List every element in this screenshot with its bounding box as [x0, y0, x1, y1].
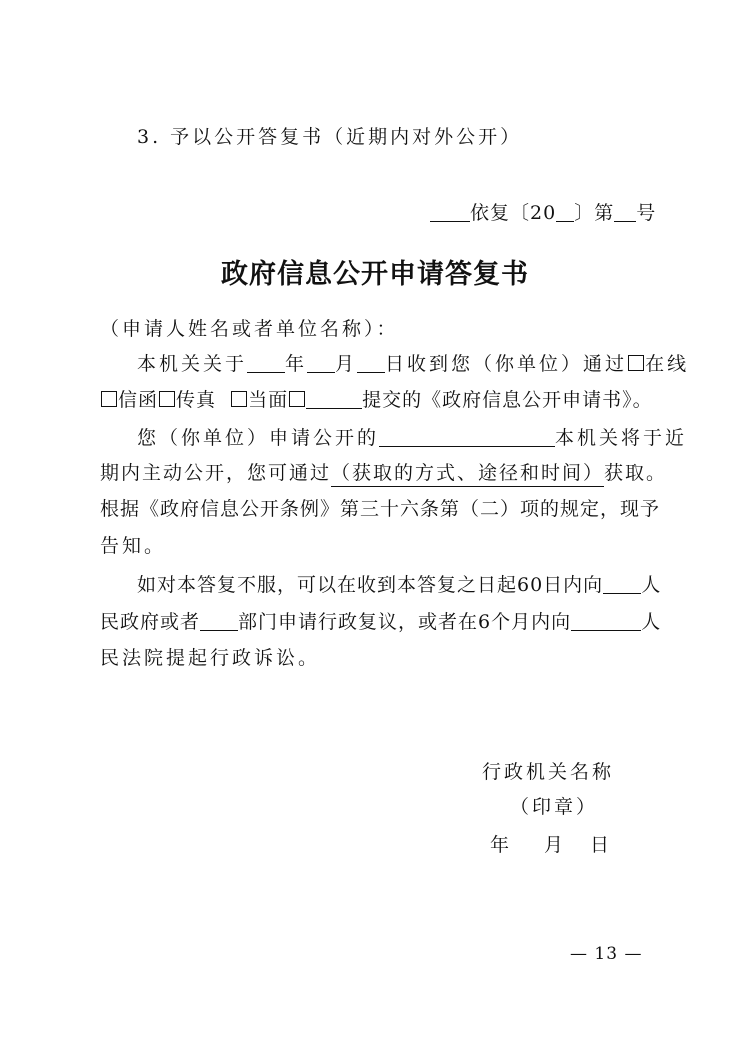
method-underlined: （获取的方式、途径和时间） [331, 462, 604, 487]
para2-line3: 根据《政府信息公开条例》第三十六条第（二）项的规定，现予 [100, 498, 661, 520]
para2-line2: 期内主动公开，您可通过（获取的方式、途径和时间）获取。 [100, 464, 667, 483]
blank-month [307, 354, 335, 373]
para3-line1: 如对本答复不服，可以在收到本答复之日起60日内向 人 [137, 574, 662, 596]
item-3-heading: 3. 予以公开答复书（近期内对外公开） [137, 126, 523, 148]
checkbox-online[interactable] [628, 355, 644, 371]
blank-court [571, 612, 641, 631]
blank-requested-info [379, 428, 555, 447]
checkbox-other[interactable] [289, 391, 305, 407]
blank-day [357, 354, 385, 373]
para3-line2: 民政府或者 部门申请行政复议，或者在6个月内向 人 [100, 611, 662, 633]
seal-placeholder: （印章） [510, 796, 599, 818]
para2-line1: 您（你单位）申请公开的 本机关将于近 [137, 427, 688, 449]
addressee: （申请人姓名或者单位名称）： [100, 318, 399, 340]
checkbox-letter[interactable] [101, 391, 117, 407]
agency-name: 行政机关名称 [482, 761, 615, 783]
page-title: 政府信息公开申请答复书 [221, 259, 529, 290]
para1-line2: 信函 传真 当面 提交的《政府信息公开申请书》。 [100, 390, 653, 410]
signature-date: 年 月 日 [490, 834, 613, 856]
checkbox-in-person[interactable] [231, 391, 247, 407]
blank-department [200, 612, 238, 631]
docnum-blank-year [556, 203, 574, 222]
document-number: 依复〔20 〕第 号 [430, 203, 656, 223]
blank-year [247, 354, 285, 373]
checkbox-fax[interactable] [159, 391, 175, 407]
blank-government [603, 575, 641, 594]
para1-line1: 本机关关于 年 月 日收到您（你单位）通过 在线 [137, 353, 690, 375]
para2-line4: 告知。 [100, 535, 167, 557]
page-number: — 13 — [570, 944, 643, 964]
para3-line3: 民法院提起行政诉讼。 [100, 647, 321, 669]
docnum-blank-prefix [430, 203, 470, 222]
blank-other-method [306, 390, 362, 409]
docnum-blank-number [614, 203, 636, 222]
